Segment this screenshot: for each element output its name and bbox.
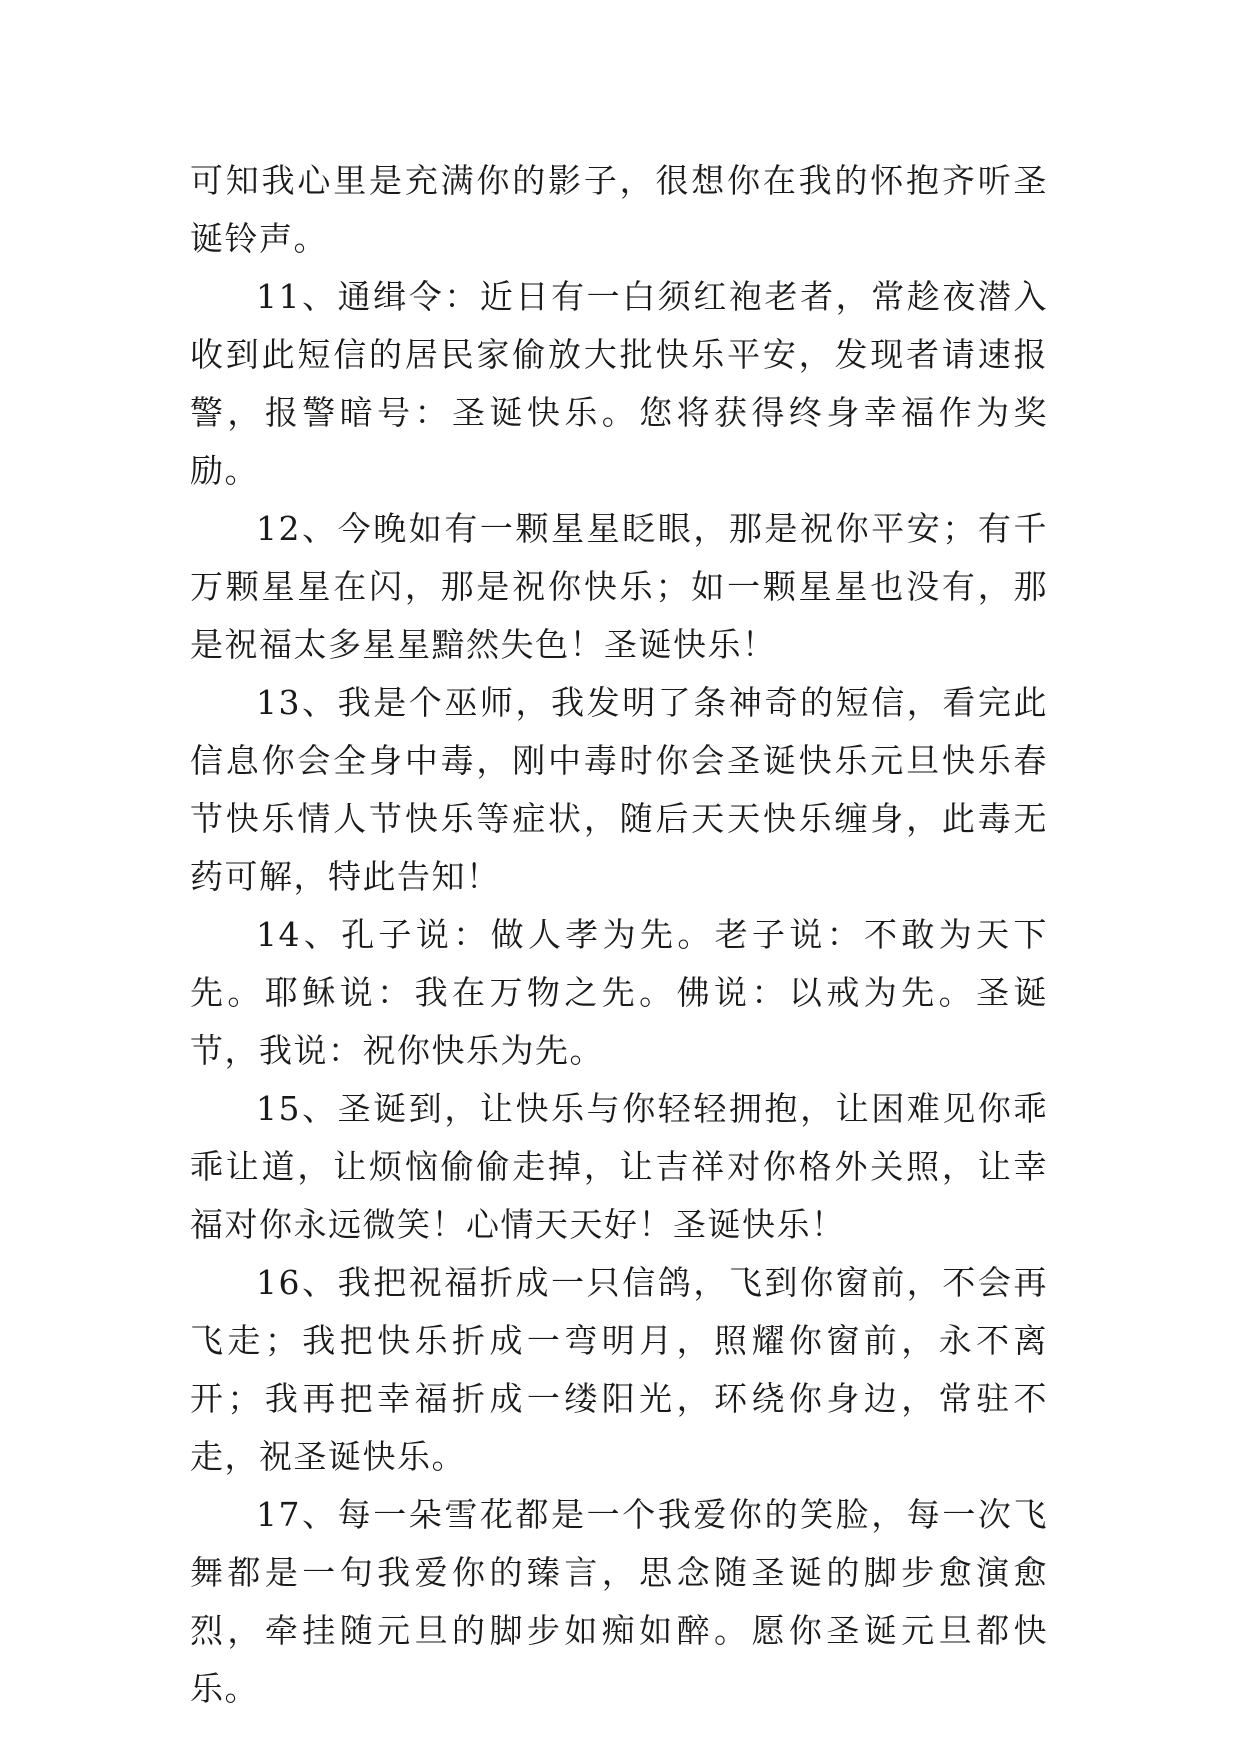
document-body [190, 152, 1048, 1718]
paragraph-11: 11、通缉令：近日有一白须红袍老者，常趁夜潜入收到此短信的居民家偷放大批快乐平安，发现者请速报警，报警暗号：圣诞快乐。您将获得终身幸福作为奖励。 [190, 277, 1048, 490]
paragraph-17: 17、每一朵雪花都是一个我爱你的笑脸，每一次飞舞都是一句我爱你的臻言，思念随圣诞的脚步愈演愈烈，牵挂随元旦的脚步如痴如醉。愿你圣诞元旦都快乐。 [190, 1495, 1048, 1708]
paragraph-13: 13、我是个巫师，我发明了条神奇的短信，看完此信息你会全身中毒，刚中毒时你会圣诞快乐元旦快乐春节快乐情人节快乐等症状，随后天天快乐缠身，此毒无药可解，特此告知！ [190, 683, 1048, 896]
paragraph-16: 16、我把祝福折成一只信鸽，飞到你窗前，不会再飞走；我把快乐折成一弯明月，照耀你窗前，永不离开；我再把幸福折成一缕阳光，环绕你身边，常驻不走，祝圣诞快乐。 [190, 1263, 1048, 1476]
paragraph-14: 14、孔子说：做人孝为先。老子说：不敢为天下先。耶稣说：我在万物之先。佛说：以戒为先。圣诞节，我说：祝你快乐为先。 [190, 915, 1048, 1070]
paragraph-continuation: 可知我心里是充满你的影子，很想你在我的怀抱齐听圣诞铃声。 [190, 161, 1048, 258]
paragraph-12: 12、今晚如有一颗星星眨眼，那是祝你平安；有千万颗星星在闪，那是祝你快乐；如一颗星星也没有，那是祝福太多星星黯然失色！圣诞快乐！ [190, 509, 1048, 664]
paragraph-15: 15、圣诞到，让快乐与你轻轻拥抱，让困难见你乖乖让道，让烦恼偷偷走掉，让吉祥对你格外关照，让幸福对你永远微笑！心情天天好！圣诞快乐！ [190, 1089, 1048, 1244]
